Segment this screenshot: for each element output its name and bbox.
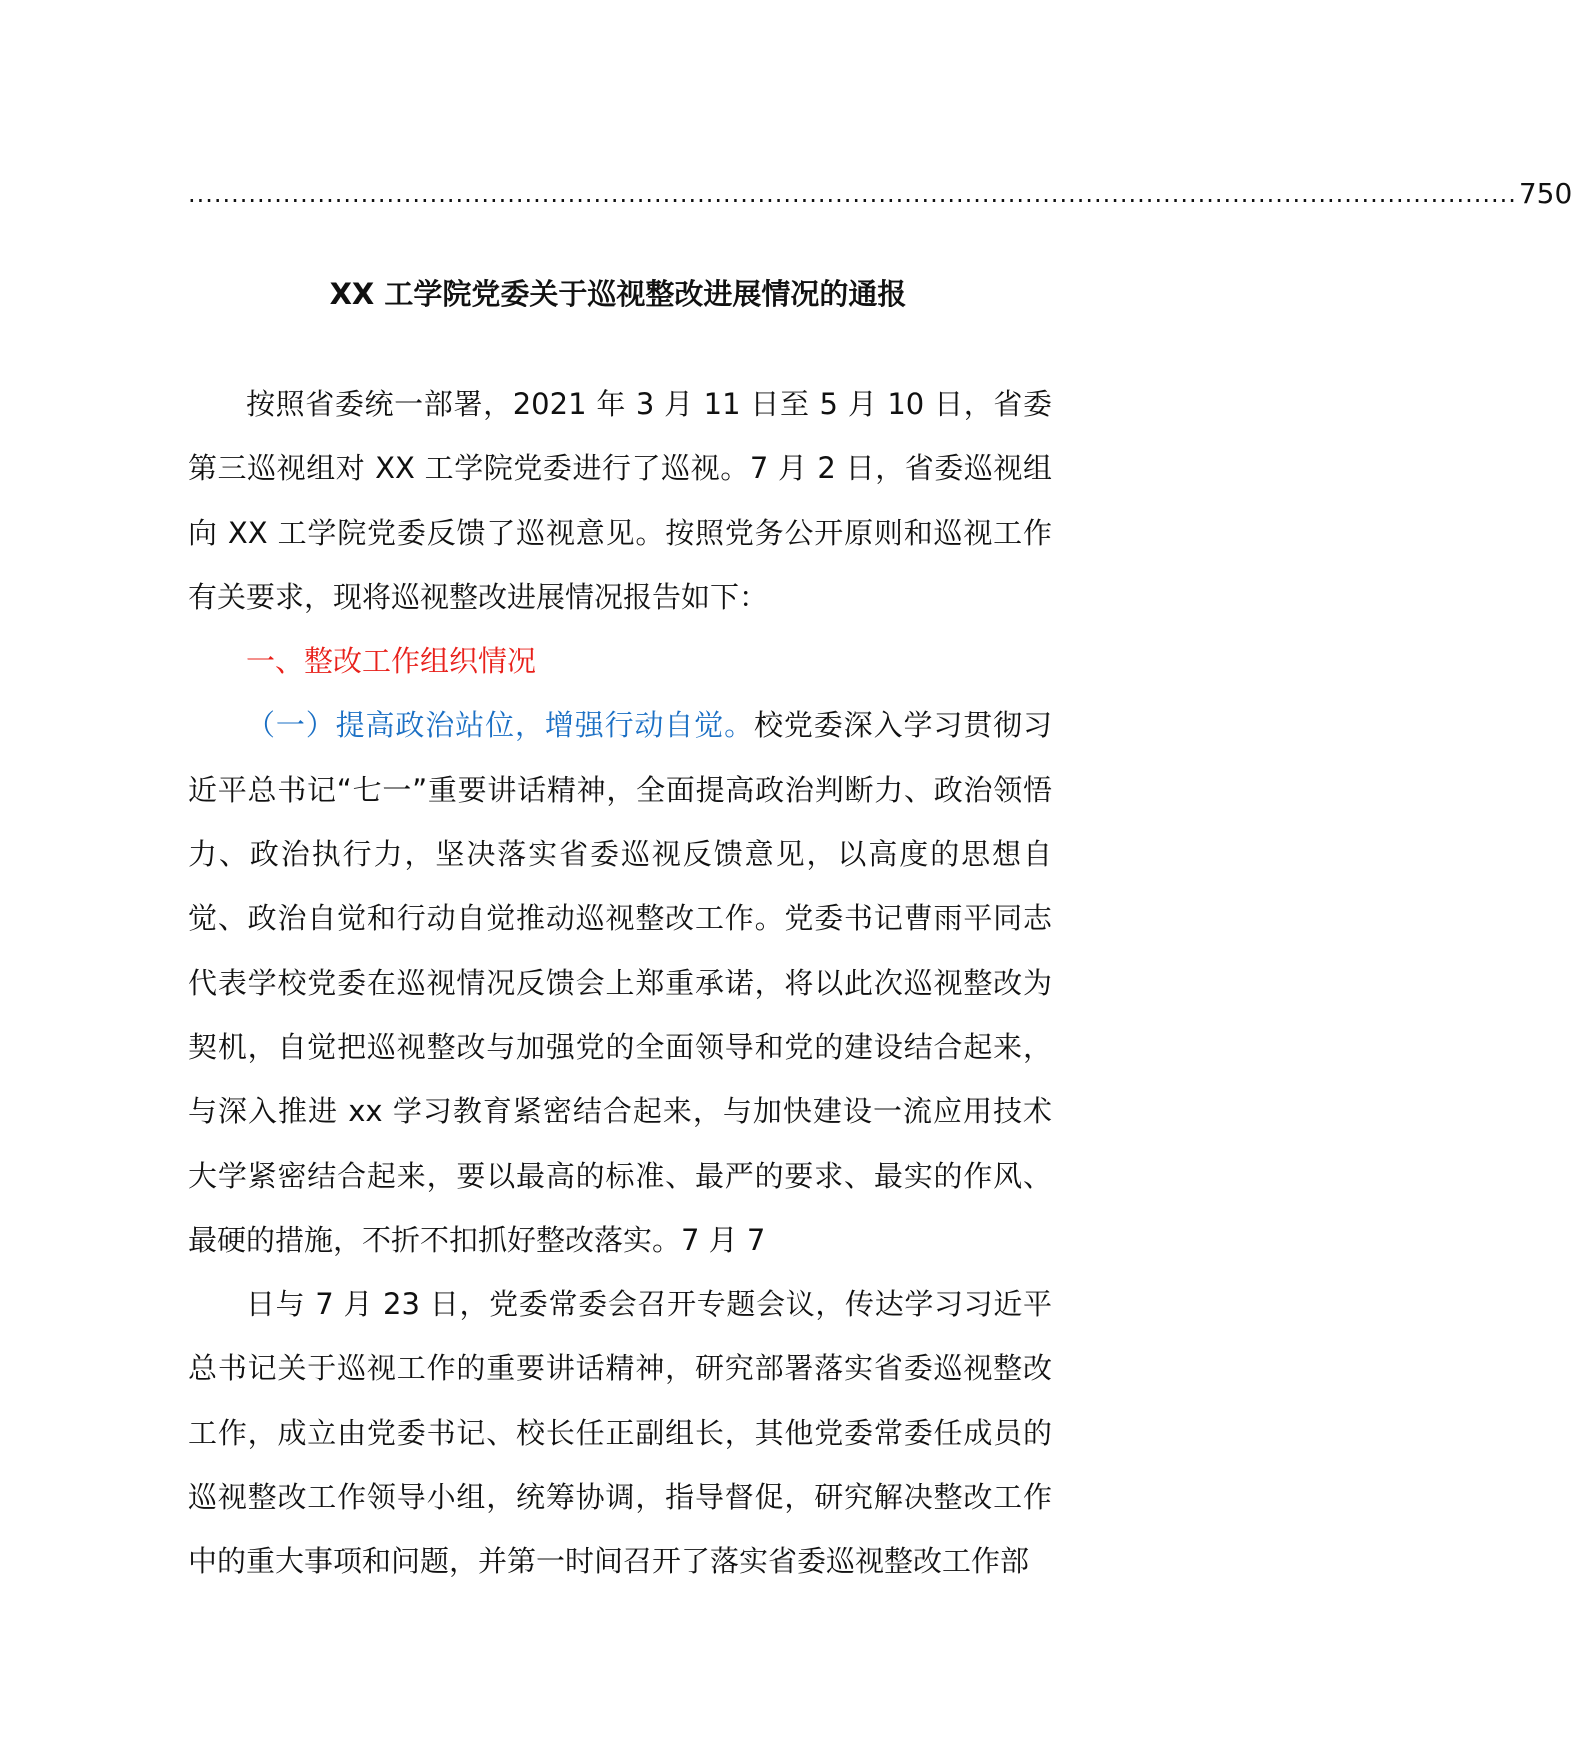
subsection-body: 校党委深入学习贯彻习近平总书记“七一”重要讲话精神，全面提高政治判断力、政治领悟力、政治执行力，坚决落实省委巡视反馈意见，以高度的思想自觉、政治自觉和行动自觉推动巡视整改工作。党委书记曹雨平同志代表学校党委在巡视情况反馈会上郑重承诺，将以此次巡视整改为契机，自觉把巡视整改与加强党的全面领导和党的建设结合起来，与深入推进 xx 学习教育紧密结合起来，与加快建设一流应用技术大学紧密结合起来，要以最高的标准、最严的要求、最实的作风、最硬的措施，不折不扣抓好整改落实。7 月 7 — [188, 708, 1052, 1257]
subsection-heading: （一）提高政治站位，增强行动自觉。 — [246, 708, 755, 743]
section-heading: 一、整改工作组织情况 — [246, 644, 537, 679]
continuation-paragraph: 日与 7 月 23 日，党委常委会召开专题会议，传达学习习近平总书记关于巡视工作的重要讲话精神，研究部署落实省委巡视整改工作，成立由党委书记、校长任正副组长，其他党委常委任成员的巡视整改工作领导小组，统筹协调，指导督促，研究解决整改工作中的重大事项和问题，并第一时间召开了落实省委巡视整改工作部 — [188, 1287, 1052, 1579]
toc-page-number: 750 — [1518, 177, 1572, 210]
toc-entry — [188, 174, 1572, 214]
document-body — [188, 372, 1052, 1594]
intro-paragraph: 按照省委统一部署，2021 年 3 月 11 日至 5 月 10 日，省委第三巡视组对 XX 工学院党委进行了巡视。7 月 2 日，省委巡视组向 XX 工学院党委反馈了巡视意见。按照党务公开原则和巡视工作有关要求，现将巡视整改进展情况报告如下： — [188, 387, 1052, 614]
toc-leader-dots: .......................................................................................................................................................... — [188, 180, 1517, 208]
subsection-paragraph — [188, 693, 1052, 1272]
document-title: XX 工学院党委关于巡视整改进展情况的通报 — [329, 277, 907, 311]
